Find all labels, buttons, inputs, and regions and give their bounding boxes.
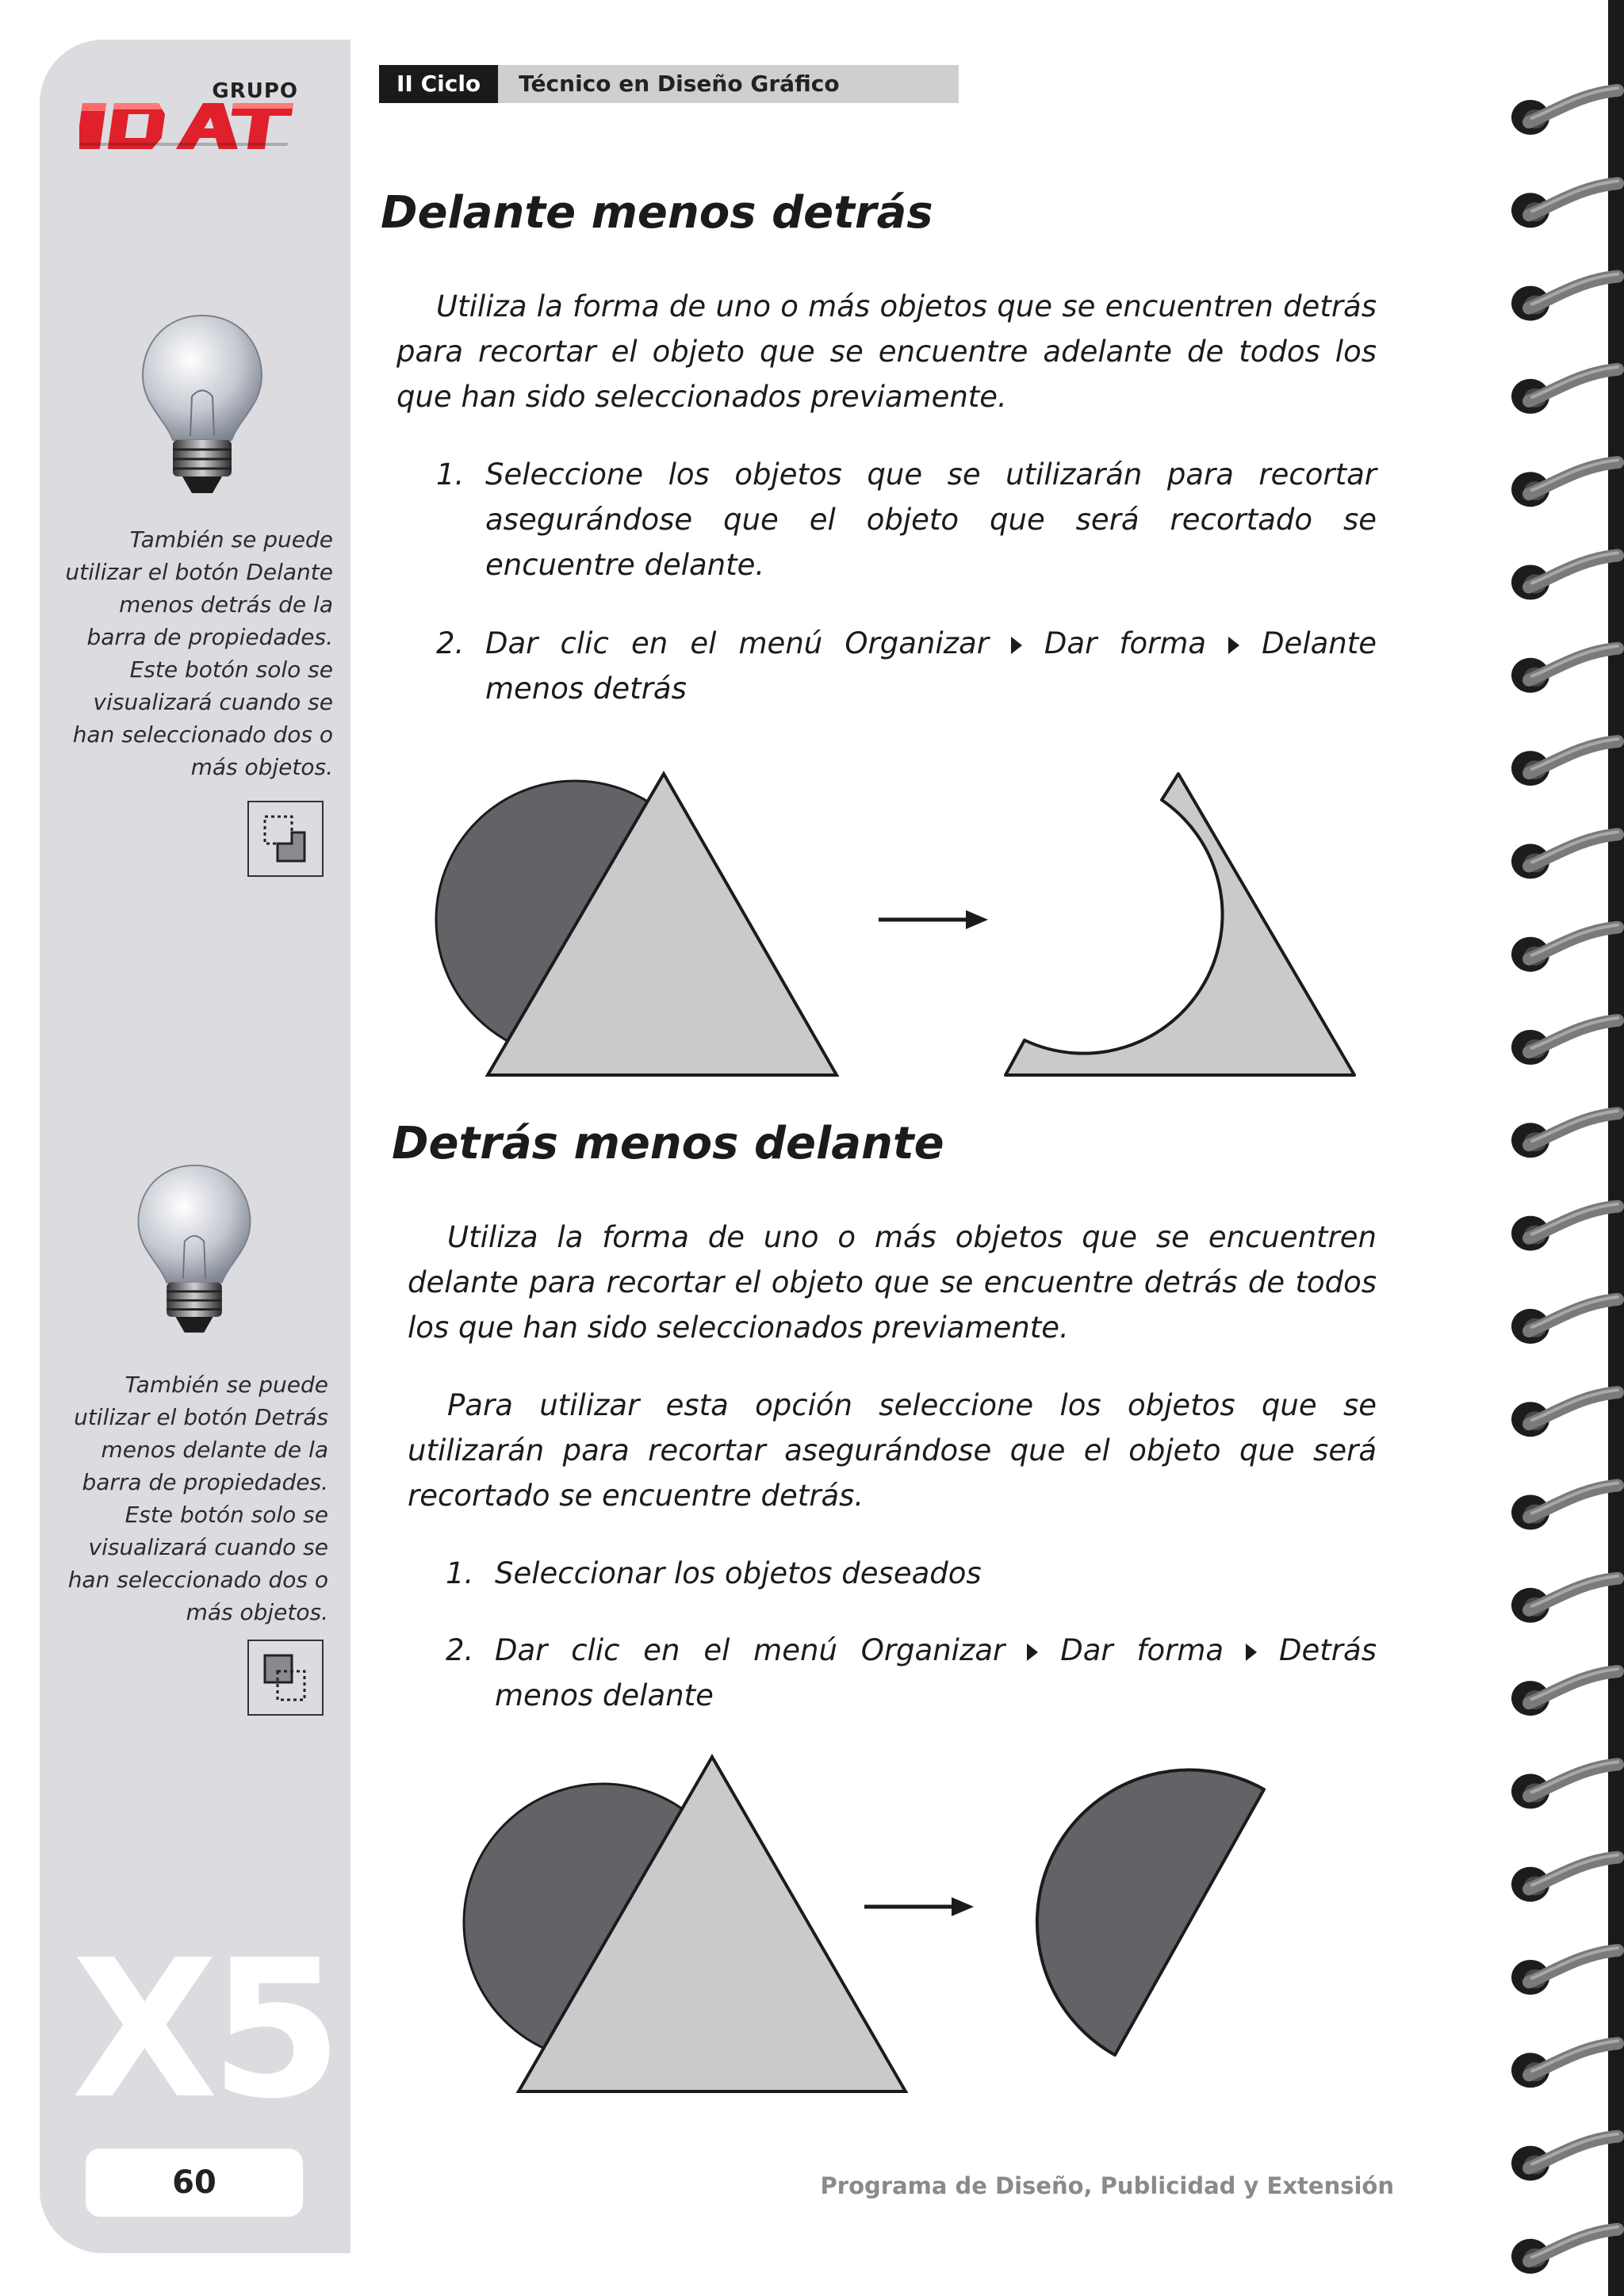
spiral-ring — [1511, 88, 1618, 135]
lightbulb-icon — [131, 1158, 258, 1348]
version-watermark: X5 — [71, 1919, 335, 2141]
menu-path-organizar: Dar clic en el menú Organizar — [495, 1633, 1005, 1667]
spiral-ring — [1511, 274, 1618, 321]
spiral-ring — [1511, 1204, 1618, 1251]
page-number: 60 — [86, 2149, 303, 2217]
result-shape — [1005, 774, 1354, 1075]
spiral-ring — [1511, 1018, 1618, 1065]
menu-path-command: Delante menos detrás — [485, 626, 1377, 706]
spiral-ring — [1511, 1948, 1618, 1995]
back-minus-front-diagram — [444, 1744, 1316, 2101]
cycle-label: II Ciclo — [379, 65, 498, 103]
section-title: Detrás menos delante — [392, 1118, 944, 1169]
result-shape — [1037, 1770, 1264, 2055]
section-title: Delante menos detrás — [381, 187, 933, 239]
course-header — [379, 65, 959, 103]
sidebar-tip-front-minus-back: También se puede utilizar el botón Delante menos detrás de la barra de propiedades. Este botón solo se visualizará cuando se han seleccionado dos o más objetos. — [65, 526, 333, 780]
lightbulb-icon — [135, 309, 270, 507]
list-number: 2. — [436, 626, 465, 660]
section-intro: Utiliza la forma de uno o más objetos que se encuentren detrás para recortar el objeto que se encuentre adelante de todos los que han sido seleccionados previamente. — [396, 289, 1377, 414]
spiral-ring — [1511, 2041, 1618, 2087]
triangle-right-icon — [1027, 1644, 1038, 1661]
idat-logo — [79, 79, 317, 159]
list-item — [446, 1628, 1377, 1718]
back-minus-front-icon — [247, 1640, 324, 1716]
spiral-ring — [1511, 1297, 1618, 1344]
section-intro: Utiliza la forma de uno o más objetos que se encuentren delante para recortar el objeto que se encuentre detrás de todos los que han sido seleccionados previamente. — [408, 1220, 1377, 1345]
list-item — [436, 452, 1377, 587]
spiral-ring — [1511, 739, 1618, 786]
course-title: Técnico en Diseño Gráfico — [498, 65, 958, 103]
list-item — [436, 621, 1377, 711]
front-minus-back-icon — [247, 801, 324, 877]
arrow-head-icon — [966, 910, 988, 929]
spiral-ring — [1511, 2134, 1618, 2181]
spiral-ring — [1511, 1576, 1618, 1623]
spiral-ring — [1511, 1111, 1618, 1158]
menu-path-command: Detrás menos delante — [495, 1633, 1377, 1712]
list-item — [446, 1551, 1377, 1596]
list-text: Seleccionar los objetos deseados — [495, 1556, 982, 1590]
spiral-binding — [1505, 0, 1624, 2296]
triangle-right-icon — [1011, 637, 1022, 654]
section-paragraph: Para utilizar esta opción seleccione los objetos que se utilizarán para recortar asegurándose que el objeto que será recortado se encuentre detrás. — [408, 1388, 1377, 1513]
menu-path-organizar: Dar clic en el menú Organizar — [485, 626, 989, 660]
list-text: Seleccione los objetos que se utilizarán para recortar asegurándose que el objeto que será recortado se encuentre delante. — [485, 457, 1377, 582]
spiral-ring — [1511, 367, 1618, 414]
spiral-ring — [1511, 925, 1618, 972]
spiral-ring — [1511, 1669, 1618, 1716]
menu-path-dar-forma: Dar forma — [1060, 1633, 1224, 1667]
spiral-ring — [1511, 832, 1618, 878]
sidebar-tip-back-minus-front: También se puede utilizar el botón Detrás menos delante de la barra de propiedades. Este botón solo se visualizará cuando se han seleccionado dos o más objetos. — [67, 1372, 328, 1625]
spiral-ring — [1511, 553, 1618, 600]
footer-text: Programa de Diseño, Publicidad y Extensión — [820, 2172, 1394, 2199]
spiral-ring — [1511, 181, 1618, 228]
spiral-ring — [1511, 460, 1618, 507]
list-number: 2. — [446, 1633, 474, 1667]
menu-path-dar-forma: Dar forma — [1044, 626, 1207, 660]
arrow-head-icon — [952, 1897, 974, 1916]
spiral-ring — [1511, 2227, 1618, 2274]
spiral-ring — [1511, 1855, 1618, 1902]
spiral-ring — [1511, 646, 1618, 693]
spiral-ring — [1511, 1483, 1618, 1530]
spiral-ring — [1511, 1390, 1618, 1437]
list-number: 1. — [446, 1556, 474, 1590]
triangle-right-icon — [1228, 637, 1239, 654]
logo-group-text: GRUPO — [212, 79, 298, 103]
logo-wordmark — [79, 79, 317, 159]
list-number: 1. — [436, 457, 465, 492]
triangle-right-icon — [1246, 1644, 1257, 1661]
spiral-ring — [1511, 1762, 1618, 1808]
front-minus-back-diagram — [428, 761, 1380, 1086]
